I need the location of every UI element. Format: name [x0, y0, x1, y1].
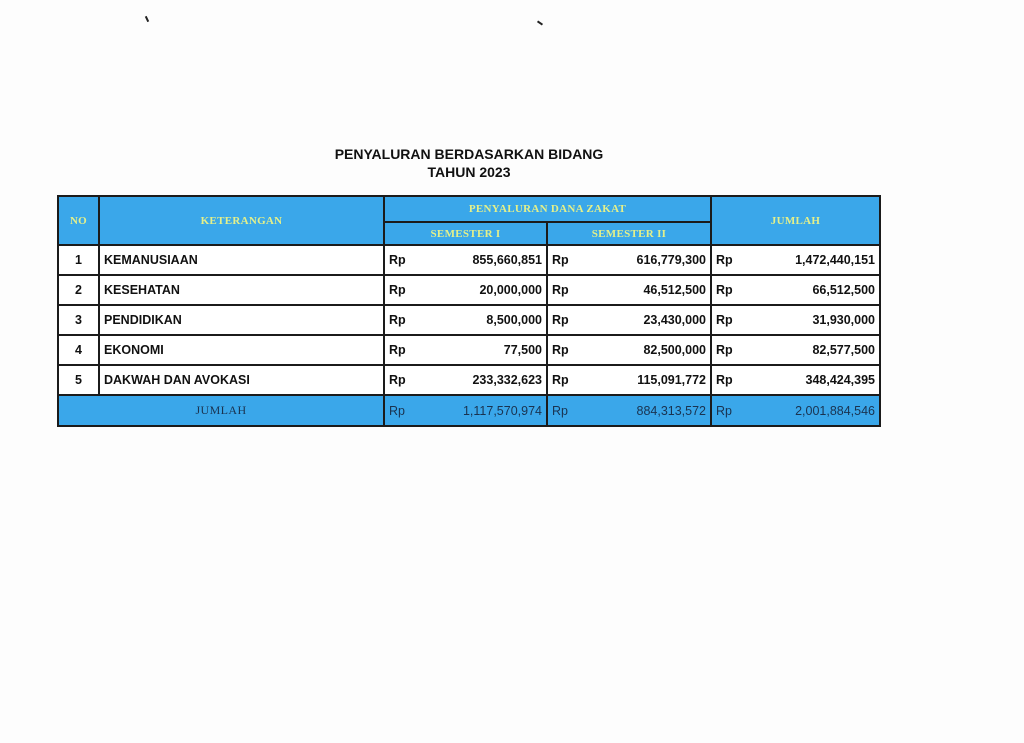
row-keterangan: EKONOMI: [99, 335, 384, 365]
scan-speck: [145, 16, 149, 22]
header-keterangan: KETERANGAN: [99, 196, 384, 245]
currency-label: Rp: [384, 335, 418, 365]
row-no: 5: [58, 365, 99, 395]
currency-label: Rp: [384, 275, 418, 305]
row-semester-2: 46,512,500: [581, 275, 711, 305]
distribution-table: [57, 195, 881, 427]
currency-label: Rp: [547, 275, 581, 305]
currency-label: Rp: [547, 245, 581, 275]
row-semester-2: 616,779,300: [581, 245, 711, 275]
row-no: 2: [58, 275, 99, 305]
header-penyaluran: PENYALURAN DANA ZAKAT: [384, 196, 711, 222]
row-no: 4: [58, 335, 99, 365]
row-jumlah: 1,472,440,151: [746, 245, 880, 275]
currency-label: Rp: [547, 305, 581, 335]
currency-label: Rp: [711, 335, 746, 365]
currency-label: Rp: [711, 245, 746, 275]
total-semester-2: 884,313,572: [581, 395, 711, 426]
row-jumlah: 82,577,500: [746, 335, 880, 365]
currency-label: Rp: [711, 305, 746, 335]
currency-label: Rp: [711, 395, 746, 426]
currency-label: Rp: [711, 275, 746, 305]
currency-label: Rp: [384, 305, 418, 335]
currency-label: Rp: [384, 365, 418, 395]
table-row: [58, 335, 880, 365]
currency-label: Rp: [384, 245, 418, 275]
table-row: [58, 305, 880, 335]
row-keterangan: KESEHATAN: [99, 275, 384, 305]
row-semester-1: 8,500,000: [418, 305, 547, 335]
row-semester-2: 115,091,772: [581, 365, 711, 395]
table-row: [58, 245, 880, 275]
row-jumlah: 66,512,500: [746, 275, 880, 305]
total-semester-1: 1,117,570,974: [418, 395, 547, 426]
row-no: 3: [58, 305, 99, 335]
row-semester-2: 23,430,000: [581, 305, 711, 335]
header-semester-1: SEMESTER I: [384, 222, 547, 245]
table-row: [58, 275, 880, 305]
document-title: [250, 145, 688, 181]
row-keterangan: KEMANUSIAAN: [99, 245, 384, 275]
currency-label: Rp: [547, 335, 581, 365]
header-semester-2: SEMESTER II: [547, 222, 711, 245]
row-keterangan: DAKWAH DAN AVOKASI: [99, 365, 384, 395]
row-semester-2: 82,500,000: [581, 335, 711, 365]
title-line-2: TAHUN 2023: [427, 164, 511, 180]
currency-label: Rp: [547, 365, 581, 395]
table-row: [58, 365, 880, 395]
row-no: 1: [58, 245, 99, 275]
row-jumlah: 31,930,000: [746, 305, 880, 335]
row-semester-1: 233,332,623: [418, 365, 547, 395]
currency-label: Rp: [711, 365, 746, 395]
scan-speck: [537, 20, 543, 25]
row-semester-1: 20,000,000: [418, 275, 547, 305]
total-jumlah: 2,001,884,546: [746, 395, 880, 426]
row-semester-1: 855,660,851: [418, 245, 547, 275]
row-keterangan: PENDIDIKAN: [99, 305, 384, 335]
header-jumlah: JUMLAH: [711, 196, 880, 245]
row-semester-1: 77,500: [418, 335, 547, 365]
currency-label: Rp: [384, 395, 418, 426]
total-row: [58, 395, 880, 426]
header-no: NO: [58, 196, 99, 245]
row-jumlah: 348,424,395: [746, 365, 880, 395]
currency-label: Rp: [547, 395, 581, 426]
total-label: JUMLAH: [58, 395, 384, 426]
title-line-1: PENYALURAN BERDASARKAN BIDANG: [334, 146, 604, 162]
